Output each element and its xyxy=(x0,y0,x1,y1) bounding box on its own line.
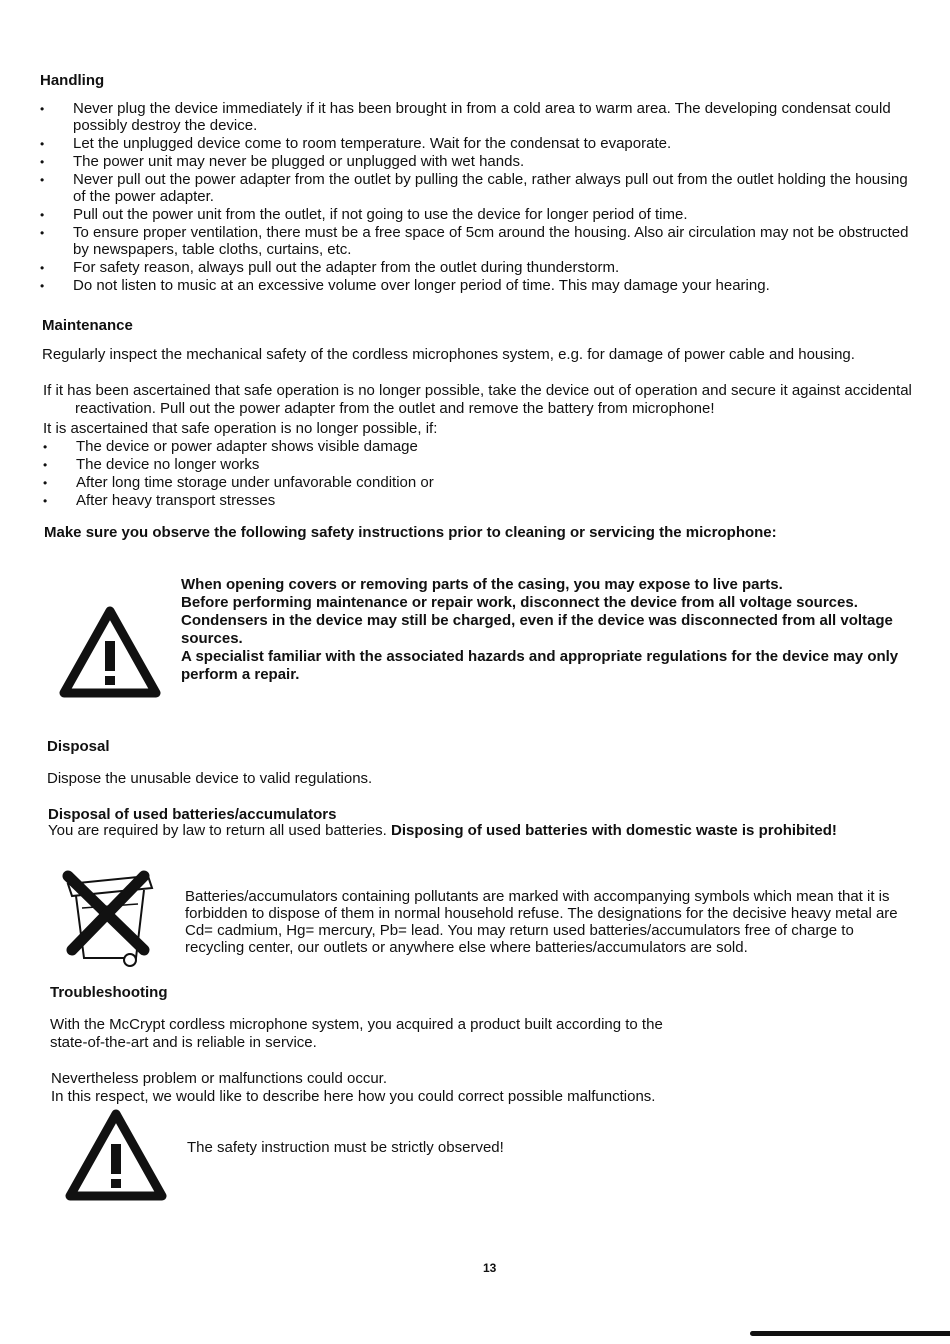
disposal-heading: Disposal xyxy=(47,738,110,755)
list-item: • The power unit may never be plugged or unplugged with wet hands. xyxy=(40,153,910,170)
warning-line: Before performing maintenance or repair work, disconnect the device from all voltage sources. xyxy=(181,594,858,611)
list-item: • For safety reason, always pull out the adapter from the outlet during thunderstorm. xyxy=(40,259,910,276)
warning-text-block xyxy=(181,576,913,684)
batteries-para-text: You are required by law to return all used batteries. xyxy=(48,822,391,839)
disposal-para: Dispose the unusable device to valid regulations. xyxy=(47,770,373,787)
maintenance-heading: Maintenance xyxy=(42,317,133,334)
warning-line: When opening covers or removing parts of the casing, you may expose to live parts. xyxy=(181,576,783,593)
safety-instructions-heading: Make sure you observe the following safety instructions prior to cleaning or servicing the microphone: xyxy=(44,524,777,541)
handling-heading: Handling xyxy=(40,72,105,89)
batteries-heading: Disposal of used batteries/accumulators xyxy=(48,806,337,823)
warning-triangle-icon xyxy=(64,1108,168,1202)
warning-line: Condensers in the device may still be charged, even if the device was disconnected from all voltage sources. xyxy=(181,612,893,647)
warning-triangle-icon xyxy=(58,605,162,699)
troubleshooting-para-1: With the McCrypt cordless microphone system, you acquired a product built according to the state-of-the-art and is reliable in service. xyxy=(50,1016,663,1051)
list-item: • Let the unplugged device come to room temperature. Wait for the condensat to evaporate. xyxy=(40,135,910,152)
list-item: • After heavy transport stresses xyxy=(43,492,743,509)
handling-list xyxy=(40,100,910,295)
troubleshooting-para-2 xyxy=(51,1070,911,1106)
batteries-info: Batteries/accumulators containing pollutants are marked with accompanying symbols which mean that it is forbidden to dispose of them in normal household refuse. The designations for the decisive heavy metal are Cd= cadmium, Hg= mercury, Pb= lead. You may return used batteries/accumulators free of charge to recycling center, our outlets or anywhere else where batteries/accumulators are sold. xyxy=(185,888,898,956)
maintenance-para-1: Regularly inspect the mechanical safety of the cordless microphones system, e.g. for damage of power cable and housing. xyxy=(42,346,855,363)
list-item: • Never pull out the power adapter from the outlet by pulling the cable, rather always pull out from the outlet holding the housing of the power adapter. xyxy=(40,171,910,205)
list-item: • Never plug the device immediately if it has been brought in from a cold area to warm area. The developing condensat could possibly destroy the device. xyxy=(40,100,910,134)
crossed-out-wheelie-bin-icon xyxy=(60,868,160,970)
troubleshooting-line: Nevertheless problem or malfunctions could occur. xyxy=(51,1070,387,1087)
list-item: • Pull out the power unit from the outlet, if not going to use the device for longer period of time. xyxy=(40,206,910,223)
maintenance-para-3: It is ascertained that safe operation is no longer possible, if: xyxy=(43,420,438,437)
troubleshooting-heading: Troubleshooting xyxy=(50,984,168,1001)
list-item: • The device or power adapter shows visible damage xyxy=(43,438,743,455)
warning-line: A specialist familiar with the associated hazards and appropriate regulations for the device may only perform a repair. xyxy=(181,648,899,683)
scan-edge-line xyxy=(750,1331,950,1336)
list-item: • To ensure proper ventilation, there must be a free space of 5cm around the housing. Also air circulation may not be obstructed by newspapers, table cloths, curtains, etc. xyxy=(40,224,910,258)
page-number: 13 xyxy=(483,1261,497,1275)
batteries-prohibited-text: Disposing of used batteries with domestic waste is prohibited! xyxy=(390,822,837,839)
list-item: • The device no longer works xyxy=(43,456,743,473)
list-item: • After long time storage under unfavorable condition or xyxy=(43,474,743,491)
safety-note: The safety instruction must be strictly observed! xyxy=(187,1139,504,1156)
maintenance-list xyxy=(43,438,743,510)
list-item: • Do not listen to music at an excessive volume over longer period of time. This may damage your hearing. xyxy=(40,277,910,294)
batteries-para xyxy=(48,822,928,840)
maintenance-para-2: If it has been ascertained that safe operation is no longer possible, take the device out of operation and secure it against accidental reactivation. Pull out the power adapter from the outlet and remove the battery from microphone! xyxy=(43,382,912,417)
troubleshooting-line: In this respect, we would like to describe here how you could correct possible malfunctions. xyxy=(51,1088,656,1105)
